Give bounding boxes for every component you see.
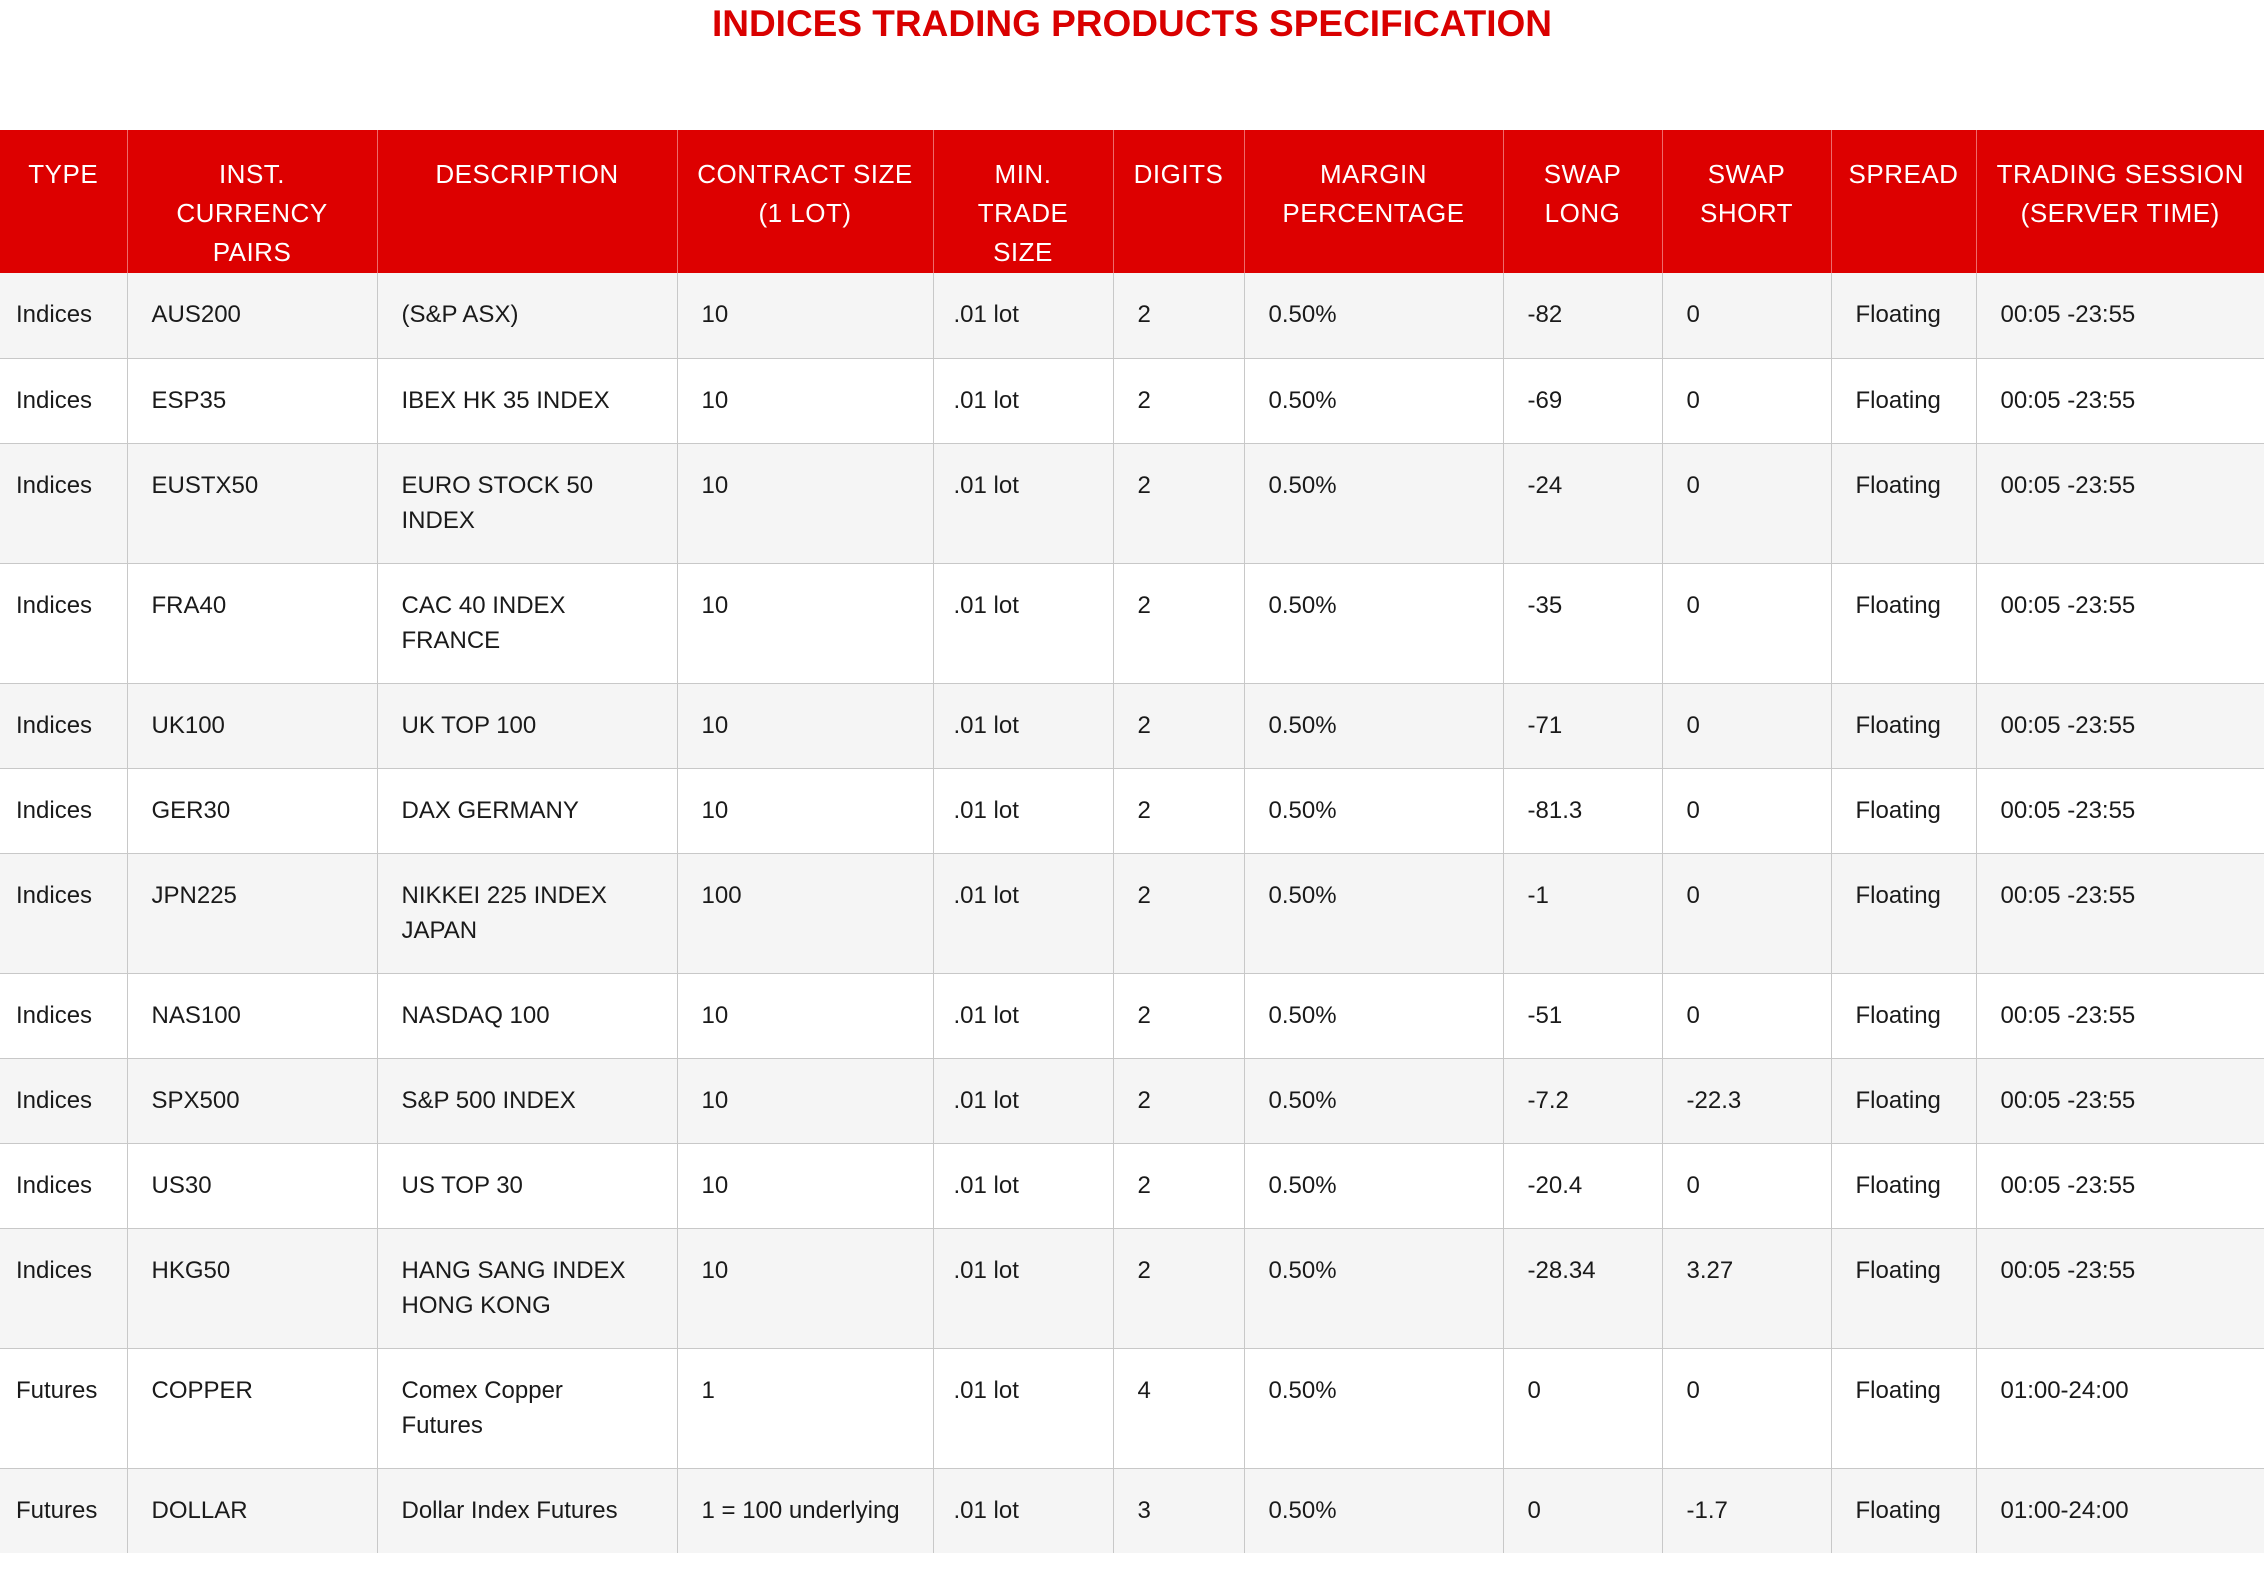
cell-swap-long: 0 [1503, 1348, 1662, 1468]
cell-swap-long: -1 [1503, 853, 1662, 973]
column-header-line: CONTRACT SIZE [697, 159, 913, 189]
cell-contract-size: 1 = 100 underlying [677, 1468, 933, 1553]
cell-description [377, 768, 677, 853]
column-header-line: SWAP [1707, 159, 1786, 189]
cell-spread: Floating [1831, 1468, 1976, 1553]
cell-swap-long: 0 [1503, 1468, 1662, 1553]
cell-description [377, 443, 677, 563]
cell-swap-short: -1.7 [1662, 1468, 1831, 1553]
table-row [0, 853, 2264, 973]
cell-type: Indices [0, 273, 127, 358]
cell-contract-size: 100 [677, 853, 933, 973]
cell-digits: 2 [1113, 563, 1244, 683]
cell-margin: 0.50% [1244, 853, 1503, 973]
cell-contract-size: 10 [677, 1228, 933, 1348]
cell-swap-short: 0 [1662, 563, 1831, 683]
table-row [0, 1348, 2264, 1468]
cell-description [377, 1348, 677, 1468]
cell-swap-short: 0 [1662, 273, 1831, 358]
cell-spread: Floating [1831, 683, 1976, 768]
cell-digits: 2 [1113, 853, 1244, 973]
cell-instrument: NAS100 [127, 973, 377, 1058]
cell-contract-size: 10 [677, 1058, 933, 1143]
cell-swap-short: -22.3 [1662, 1058, 1831, 1143]
cell-description [377, 273, 677, 358]
cell-description [377, 853, 677, 973]
table-body [0, 273, 2264, 1553]
cell-trading-session: 00:05 -23:55 [1976, 1228, 2264, 1348]
cell-swap-short: 0 [1662, 853, 1831, 973]
cell-min-trade-size: .01 lot [933, 1228, 1113, 1348]
cell-margin: 0.50% [1244, 1348, 1503, 1468]
table-row [0, 358, 2264, 443]
cell-spread: Floating [1831, 973, 1976, 1058]
cell-spread: Floating [1831, 563, 1976, 683]
cell-trading-session: 01:00-24:00 [1976, 1468, 2264, 1553]
cell-swap-long: -20.4 [1503, 1143, 1662, 1228]
cell-min-trade-size: .01 lot [933, 358, 1113, 443]
description-line: DAX GERMANY [401, 796, 579, 824]
cell-min-trade-size: .01 lot [933, 973, 1113, 1058]
cell-min-trade-size: .01 lot [933, 1468, 1113, 1553]
cell-digits: 2 [1113, 1143, 1244, 1228]
cell-instrument: JPN225 [127, 853, 377, 973]
cell-trading-session: 00:05 -23:55 [1976, 273, 2264, 358]
cell-instrument: EUSTX50 [127, 443, 377, 563]
cell-swap-short: 0 [1662, 358, 1831, 443]
cell-swap-long: -51 [1503, 973, 1662, 1058]
cell-margin: 0.50% [1244, 358, 1503, 443]
cell-spread: Floating [1831, 1058, 1976, 1143]
column-header-line: (1 LOT) [758, 198, 852, 228]
cell-contract-size: 10 [677, 768, 933, 853]
cell-swap-short: 0 [1662, 768, 1831, 853]
cell-min-trade-size: .01 lot [933, 273, 1113, 358]
column-header-line: TYPE [28, 159, 99, 189]
cell-contract-size: 10 [677, 973, 933, 1058]
cell-description [377, 563, 677, 683]
cell-type: Indices [0, 853, 127, 973]
description-line: NASDAQ 100 [401, 1001, 550, 1029]
cell-trading-session: 00:05 -23:55 [1976, 443, 2264, 563]
cell-digits: 2 [1113, 273, 1244, 358]
cell-digits: 2 [1113, 1058, 1244, 1143]
cell-type: Indices [0, 358, 127, 443]
column-header-line: INST. [218, 159, 286, 189]
cell-swap-long: -81.3 [1503, 768, 1662, 853]
cell-type: Futures [0, 1348, 127, 1468]
cell-spread: Floating [1831, 443, 1976, 563]
cell-trading-session: 00:05 -23:55 [1976, 973, 2264, 1058]
column-header-line: SIZE [993, 237, 1053, 267]
cell-instrument: HKG50 [127, 1228, 377, 1348]
cell-digits: 2 [1113, 973, 1244, 1058]
cell-swap-short: 3.27 [1662, 1228, 1831, 1348]
cell-contract-size: 10 [677, 443, 933, 563]
description-line: (S&P ASX) [401, 301, 519, 328]
column-header-line: PERCENTAGE [1282, 198, 1465, 228]
cell-trading-session: 00:05 -23:55 [1976, 768, 2264, 853]
description-line: FRANCE [401, 626, 501, 654]
table-row [0, 1143, 2264, 1228]
cell-instrument: SPX500 [127, 1058, 377, 1143]
column-header-line: DIGITS [1133, 159, 1224, 189]
description-line: NIKKEI 225 INDEX [401, 881, 607, 909]
column-header-description [377, 130, 677, 273]
cell-min-trade-size: .01 lot [933, 768, 1113, 853]
cell-swap-long: -71 [1503, 683, 1662, 768]
table-row [0, 563, 2264, 683]
column-header-type [0, 130, 127, 273]
cell-contract-size: 10 [677, 563, 933, 683]
table-row [0, 1468, 2264, 1553]
page-title: INDICES TRADING PRODUCTS SPECIFICATION [711, 3, 1553, 44]
column-header-contract-size [677, 130, 933, 273]
cell-spread: Floating [1831, 1143, 1976, 1228]
cell-min-trade-size: .01 lot [933, 1143, 1113, 1228]
column-header-swap-long [1503, 130, 1662, 273]
cell-spread: Floating [1831, 853, 1976, 973]
cell-trading-session: 00:05 -23:55 [1976, 1143, 2264, 1228]
cell-spread: Floating [1831, 1228, 1976, 1348]
cell-trading-session: 00:05 -23:55 [1976, 563, 2264, 683]
cell-contract-size: 1 [677, 1348, 933, 1468]
cell-swap-short: 0 [1662, 683, 1831, 768]
column-header-line: DESCRIPTION [435, 159, 619, 189]
description-line: Comex Copper [401, 1376, 563, 1404]
description-line: Dollar Index Futures [401, 1496, 618, 1524]
cell-spread: Floating [1831, 273, 1976, 358]
cell-swap-short: 0 [1662, 443, 1831, 563]
cell-digits: 2 [1113, 768, 1244, 853]
cell-swap-long: -82 [1503, 273, 1662, 358]
description-line: JAPAN [401, 916, 478, 944]
column-header-line: TRADING SESSION [1996, 159, 2244, 189]
description-line: INDEX [401, 506, 475, 534]
cell-trading-session: 00:05 -23:55 [1976, 683, 2264, 768]
spec-table [0, 130, 2264, 1553]
cell-margin: 0.50% [1244, 1058, 1503, 1143]
cell-min-trade-size: .01 lot [933, 563, 1113, 683]
column-header-line: MARGIN [1320, 159, 1427, 189]
table-row [0, 973, 2264, 1058]
cell-digits: 3 [1113, 1468, 1244, 1553]
cell-min-trade-size: .01 lot [933, 683, 1113, 768]
cell-trading-session: 00:05 -23:55 [1976, 853, 2264, 973]
description-line: CAC 40 INDEX [401, 591, 566, 619]
cell-digits: 2 [1113, 683, 1244, 768]
column-header-spread [1831, 130, 1976, 273]
cell-description [377, 358, 677, 443]
cell-type: Futures [0, 1468, 127, 1553]
description-line: US TOP 30 [401, 1171, 523, 1199]
cell-swap-short: 0 [1662, 973, 1831, 1058]
description-line: UK TOP 100 [401, 711, 537, 739]
cell-type: Indices [0, 1058, 127, 1143]
column-header-min-trade-size [933, 130, 1113, 273]
table-header-row [0, 130, 2264, 273]
cell-margin: 0.50% [1244, 973, 1503, 1058]
cell-description [377, 1143, 677, 1228]
cell-spread: Floating [1831, 358, 1976, 443]
cell-instrument: COPPER [127, 1348, 377, 1468]
cell-contract-size: 10 [677, 358, 933, 443]
cell-margin: 0.50% [1244, 563, 1503, 683]
cell-instrument: UK100 [127, 683, 377, 768]
cell-margin: 0.50% [1244, 1143, 1503, 1228]
column-header-line: MIN. [994, 159, 1052, 189]
cell-trading-session: 00:05 -23:55 [1976, 1058, 2264, 1143]
cell-digits: 4 [1113, 1348, 1244, 1468]
cell-description [377, 1228, 677, 1348]
cell-instrument: US30 [127, 1143, 377, 1228]
cell-trading-session: 01:00-24:00 [1976, 1348, 2264, 1468]
cell-description [377, 1468, 677, 1553]
cell-digits: 2 [1113, 443, 1244, 563]
column-header-line: PAIRS [212, 237, 292, 267]
column-header-line: SPREAD [1848, 159, 1959, 189]
cell-margin: 0.50% [1244, 1228, 1503, 1348]
cell-type: Indices [0, 973, 127, 1058]
column-header-line: SHORT [1699, 198, 1794, 228]
table-row [0, 1058, 2264, 1143]
cell-min-trade-size: .01 lot [933, 1058, 1113, 1143]
cell-description [377, 1058, 677, 1143]
cell-contract-size: 10 [677, 683, 933, 768]
cell-swap-long: -7.2 [1503, 1058, 1662, 1143]
cell-instrument: ESP35 [127, 358, 377, 443]
table-row [0, 1228, 2264, 1348]
table-row [0, 768, 2264, 853]
description-line: IBEX HK 35 INDEX [401, 386, 610, 414]
column-header-line: TRADE [977, 198, 1069, 228]
cell-swap-short: 0 [1662, 1348, 1831, 1468]
cell-swap-long: -69 [1503, 358, 1662, 443]
cell-instrument: FRA40 [127, 563, 377, 683]
cell-type: Indices [0, 443, 127, 563]
column-header-line: LONG [1544, 198, 1621, 228]
table-row [0, 683, 2264, 768]
description-line: HANG SANG INDEX [401, 1256, 626, 1284]
cell-instrument: AUS200 [127, 273, 377, 358]
column-header-line: CURRENCY [176, 198, 328, 228]
column-header-swap-short [1662, 130, 1831, 273]
cell-swap-long: -35 [1503, 563, 1662, 683]
cell-type: Indices [0, 683, 127, 768]
cell-type: Indices [0, 563, 127, 683]
cell-instrument: DOLLAR [127, 1468, 377, 1553]
column-header-line: SWAP [1543, 159, 1622, 189]
cell-spread: Floating [1831, 768, 1976, 853]
column-header-margin-percentage [1244, 130, 1503, 273]
cell-spread: Floating [1831, 1348, 1976, 1468]
cell-swap-short: 0 [1662, 1143, 1831, 1228]
cell-swap-long: -28.34 [1503, 1228, 1662, 1348]
table-row [0, 273, 2264, 358]
cell-trading-session: 00:05 -23:55 [1976, 358, 2264, 443]
cell-min-trade-size: .01 lot [933, 443, 1113, 563]
cell-digits: 2 [1113, 1228, 1244, 1348]
description-line: S&P 500 INDEX [401, 1086, 576, 1114]
cell-type: Indices [0, 1228, 127, 1348]
cell-contract-size: 10 [677, 1143, 933, 1228]
description-line: Futures [401, 1411, 483, 1439]
column-header-digits [1113, 130, 1244, 273]
cell-description [377, 973, 677, 1058]
column-header-trading-session [1976, 130, 2264, 273]
cell-margin: 0.50% [1244, 443, 1503, 563]
cell-swap-long: -24 [1503, 443, 1662, 563]
cell-margin: 0.50% [1244, 683, 1503, 768]
cell-instrument: GER30 [127, 768, 377, 853]
cell-description [377, 683, 677, 768]
cell-min-trade-size: .01 lot [933, 853, 1113, 973]
description-line: EURO STOCK 50 [401, 471, 594, 499]
cell-type: Indices [0, 768, 127, 853]
cell-digits: 2 [1113, 358, 1244, 443]
column-header-line: (SERVER TIME) [2020, 198, 2220, 228]
cell-margin: 0.50% [1244, 273, 1503, 358]
table-row [0, 443, 2264, 563]
cell-min-trade-size: .01 lot [933, 1348, 1113, 1468]
cell-contract-size: 10 [677, 273, 933, 358]
description-line: HONG KONG [401, 1291, 551, 1319]
cell-margin: 0.50% [1244, 768, 1503, 853]
cell-type: Indices [0, 1143, 127, 1228]
column-header-inst-currency-pairs [127, 130, 377, 273]
cell-margin: 0.50% [1244, 1468, 1503, 1553]
